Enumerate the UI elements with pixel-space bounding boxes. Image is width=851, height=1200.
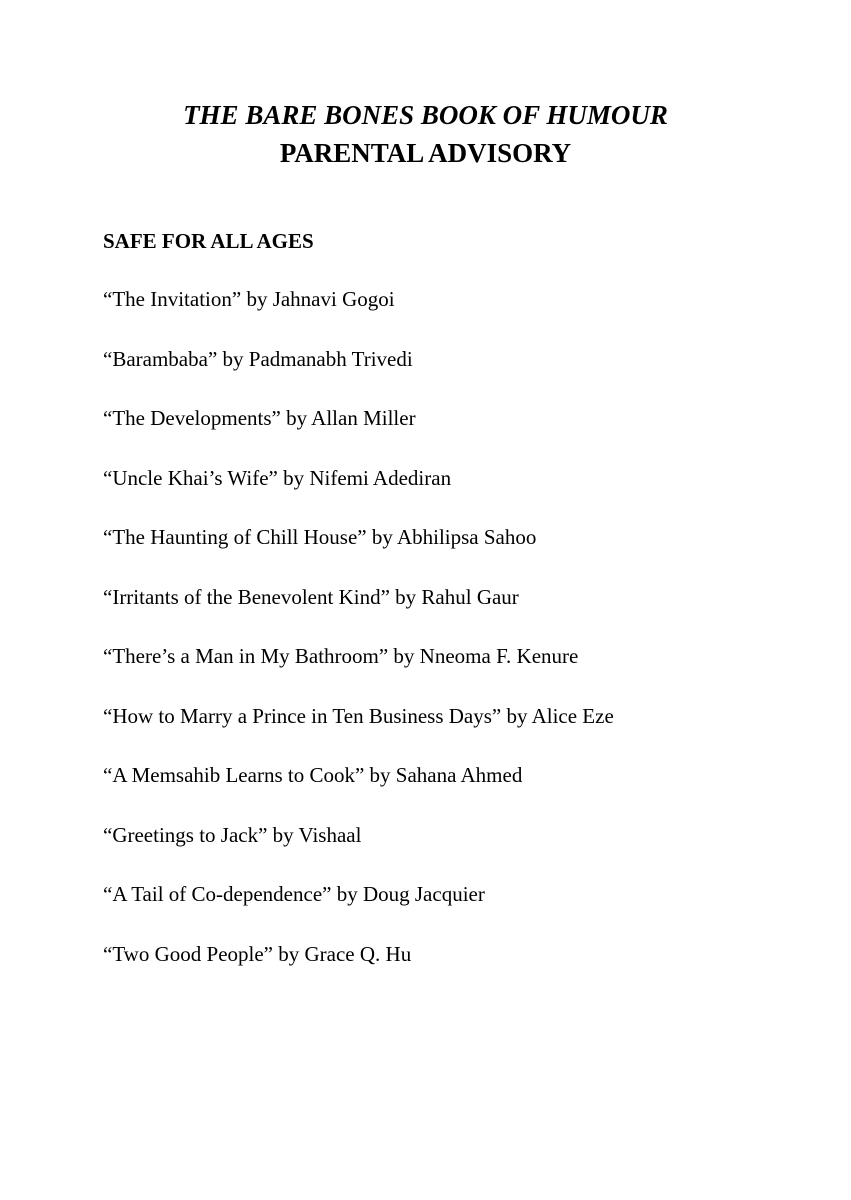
advisory-heading: PARENTAL ADVISORY	[279, 138, 572, 168]
story-item: “Barambaba” by Padmanabh Trivedi	[103, 346, 413, 371]
story-item: “How to Marry a Prince in Ten Business Days” by Alice Eze	[103, 703, 614, 728]
story-item: “The Developments” by Allan Miller	[103, 406, 416, 430]
story-item: “Irritants of the Benevolent Kind” by Rahul Gaur	[103, 584, 519, 609]
story-list	[103, 286, 614, 1000]
story-item: “Greetings to Jack” by Vishaal	[103, 822, 362, 847]
story-item: “A Memsahib Learns to Cook” by Sahana Ahmed	[103, 763, 523, 787]
book-title: THE BARE BONES BOOK OF HUMOUR	[183, 100, 668, 130]
story-item: “A Tail of Co-dependence” by Doug Jacquier	[103, 882, 485, 906]
story-item: “The Haunting of Chill House” by Abhilipsa Sahoo	[103, 525, 537, 549]
story-item: “The Invitation” by Jahnavi Gogoi	[103, 287, 395, 311]
story-item: “There’s a Man in My Bathroom” by Nneoma F. Kenure	[103, 644, 579, 668]
story-item: “Uncle Khai’s Wife” by Nifemi Adediran	[103, 465, 452, 490]
story-item: “Two Good People” by Grace Q. Hu	[103, 941, 412, 966]
section-heading: SAFE FOR ALL AGES	[103, 229, 314, 253]
